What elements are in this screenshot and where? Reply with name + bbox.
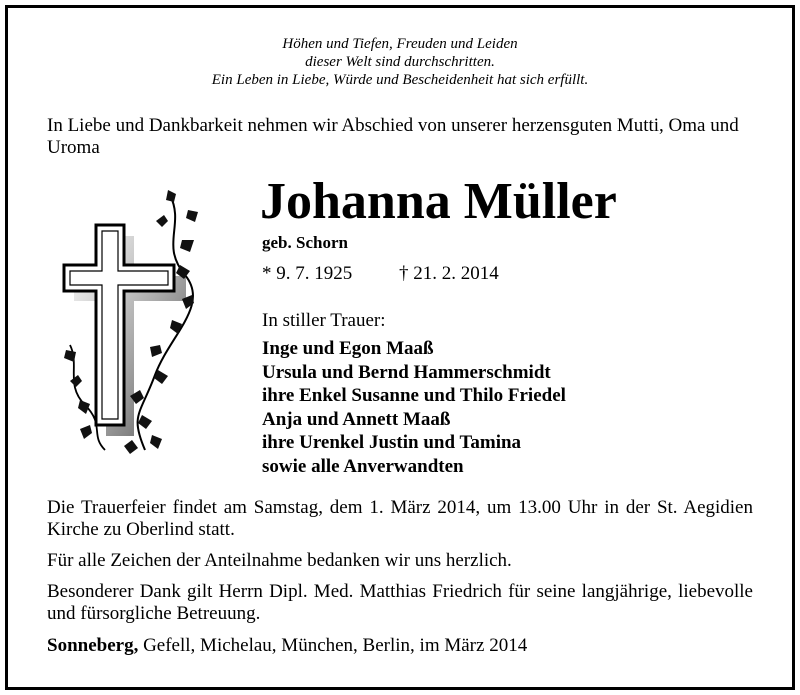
closing-place: Sonneberg, [47,635,139,656]
funeral-notice: Die Trauerfeier findet am Samstag, dem 1. März 2014, um 13.00 Uhr in der St. Aegidien Kirche zu Oberlind statt. [47,497,753,540]
mourner-line: sowie alle Anverwandten [262,455,464,477]
poem-line: dieser Welt sind durchschritten. [305,54,495,70]
intro-text: In Liebe und Dankbarkeit nehmen wir Abschied von unserer herzensguten Mutti, Oma und Uroma [47,115,739,158]
mourning-label: In stiller Trauer: [262,310,386,331]
poem-line: Ein Leben in Liebe, Würde und Bescheidenheit hat sich erfüllt. [211,72,589,88]
closing-rest: Gefell, Michelau, München, Berlin, im März 2014 [138,635,528,656]
life-dates [262,263,499,285]
mourner-line: ihre Enkel Susanne und Thilo Friedel [262,385,566,406]
cross-with-ivy-icon [60,185,235,460]
death-date: † 21. 2. 2014 [399,263,499,284]
thanks-all: Für alle Zeichen der Anteilnahme bedanken wir uns herzlich. [47,550,512,571]
poem-line: Höhen und Tiefen, Freuden und Leiden [282,36,518,52]
mourners-list [262,337,566,478]
closing-line [47,635,527,657]
mourner-line: Inge und Egon Maaß [262,338,434,359]
mourner-line: Anja und Annett Maaß [262,408,451,430]
deceased-name: Johanna Müller [260,173,617,230]
birth-date: * 9. 7. 1925 [262,263,353,284]
poem [0,35,800,89]
maiden-name: geb. Schorn [262,233,348,252]
thanks-special: Besonderer Dank gilt Herrn Dipl. Med. Matthias Friedrich für seine langjährige, liebevolle und fürsorgliche Betreuung. [47,581,753,624]
mourner-line: ihre Urenkel Justin und Tamina [262,432,522,453]
mourner-line: Ursula und Bernd Hammerschmidt [262,361,551,383]
